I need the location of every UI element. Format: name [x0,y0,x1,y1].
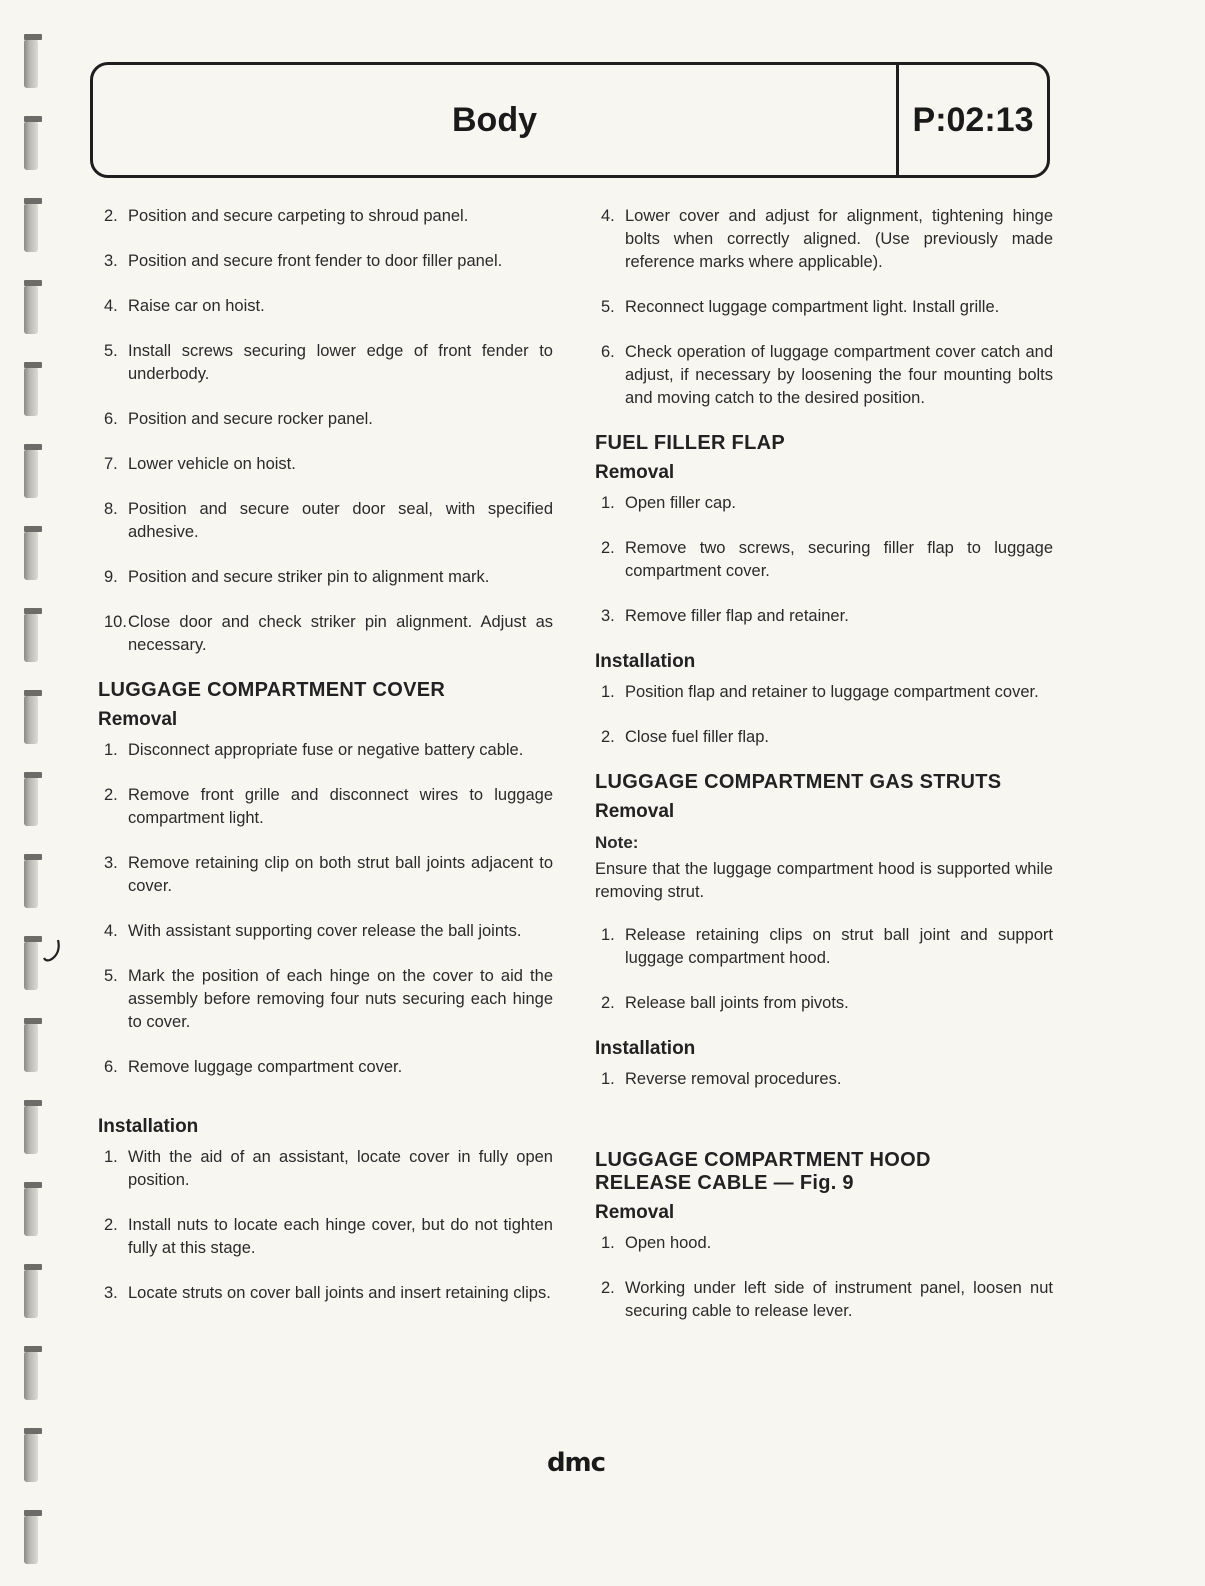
list-item: 2. Remove two screws, securing filler flap to luggage compartment cover. [601,539,1053,580]
list-item: 3. Remove retaining clip on both strut ball joints adjacent to cover. [104,854,553,895]
subheading-removal: Removal [595,1202,675,1223]
section-heading-fuel-flap: FUEL FILLER FLAP [595,432,785,454]
binder-hole [24,1106,38,1154]
note-text: Ensure that the luggage compartment hood is supported while removing strut. [595,860,1053,901]
section-heading-release-cable: LUGGAGE COMPARTMENT HOOD [595,1149,931,1171]
binder-hole [24,614,38,662]
list-item: 4. With assistant supporting cover release the ball joints. [104,922,522,940]
binder-hole [24,1024,38,1072]
subheading-installation: Installation [595,651,696,672]
pen-mark [42,938,64,970]
list-item: 2. Working under left side of instrument panel, loosen nut securing cable to release lever. [601,1279,1053,1320]
subheading-installation: Installation [595,1038,696,1059]
list-item: 7. Lower vehicle on hoist. [104,455,296,473]
note-label: Note: [595,833,639,852]
list-item: 2. Close fuel filler flap. [601,728,769,746]
list-item: 2. Position and secure carpeting to shroud panel. [104,207,469,225]
binder-hole [24,1434,38,1482]
dmc-logo: dmc [546,1448,606,1478]
list-item: 4. Raise car on hoist. [104,297,265,315]
subheading-removal: Removal [595,801,675,822]
list-item: 3. Position and secure front fender to door filler panel. [104,252,503,270]
section-heading-luggage-cover: LUGGAGE COMPARTMENT COVER [98,679,446,701]
binder-hole [24,1188,38,1236]
list-item: 6. Position and secure rocker panel. [104,410,373,428]
list-item: 1. Reverse removal procedures. [601,1070,842,1088]
list-item: 5. Install screws securing lower edge of front fender to underbody. [104,342,553,383]
list-item: 1. Disconnect appropriate fuse or negative battery cable. [104,741,524,759]
list-item: 1. Release retaining clips on strut ball joint and support luggage compartment hood. [601,926,1053,967]
list-item: 2. Release ball joints from pivots. [601,994,849,1012]
page-code: P:02:13 [896,65,1047,175]
binder-hole [24,1270,38,1318]
list-item: 10. Close door and check striker pin alignment. Adjust as necessary. [104,613,553,654]
section-heading-gas-struts: LUGGAGE COMPARTMENT GAS STRUTS [595,771,1002,793]
list-item: 1. Open hood. [601,1234,712,1252]
binder-hole [24,778,38,826]
binder-hole [24,696,38,744]
binder-hole [24,368,38,416]
binder-hole [24,1516,38,1564]
subheading-installation: Installation [98,1116,199,1137]
list-item: 3. Remove filler flap and retainer. [601,607,849,625]
list-item: 9. Position and secure striker pin to alignment mark. [104,568,490,586]
page-title: Body [452,100,537,139]
binder-hole [24,286,38,334]
list-item: 6. Check operation of luggage compartment cover catch and adjust, if necessary by loosening the four mounting bolts and moving catch to the desired position. [601,343,1053,407]
right-column [595,205,1053,1345]
section-heading-release-cable-line2: RELEASE CABLE — Fig. 9 [595,1172,854,1194]
binder-hole [24,532,38,580]
list-item: 8. Position and secure outer door seal, with specified adhesive. [104,500,553,541]
binder-hole [24,122,38,170]
binder-hole [24,40,38,88]
list-item: 2. Remove front grille and disconnect wires to luggage compartment light. [104,786,553,827]
binder-hole [24,204,38,252]
list-item: 2. Install nuts to locate each hinge cover, but do not tighten fully at this stage. [104,1216,553,1257]
list-item: 5. Mark the position of each hinge on the cover to aid the assembly before removing four nuts securing each hinge to cover. [104,967,553,1031]
binder-hole [24,942,38,990]
page-header [90,62,1050,178]
binder-holes [24,40,42,1570]
left-column [98,205,553,1327]
subheading-removal: Removal [98,709,178,730]
list-item: 5. Reconnect luggage compartment light. Install grille. [601,298,1000,316]
list-item: 1. Position flap and retainer to luggage compartment cover. [601,683,1039,701]
binder-hole [24,450,38,498]
list-item: 4. Lower cover and adjust for alignment, tightening hinge bolts when correctly aligned. (Use previously made reference marks where applicable). [601,207,1053,271]
list-item: 1. Open filler cap. [601,494,736,512]
list-item: 1. With the aid of an assistant, locate cover in fully open position. [104,1148,553,1189]
binder-hole [24,1352,38,1400]
list-item: 3. Locate struts on cover ball joints and insert retaining clips. [104,1284,551,1302]
subheading-removal: Removal [595,462,675,483]
binder-hole [24,860,38,908]
list-item: 6. Remove luggage compartment cover. [104,1058,403,1076]
